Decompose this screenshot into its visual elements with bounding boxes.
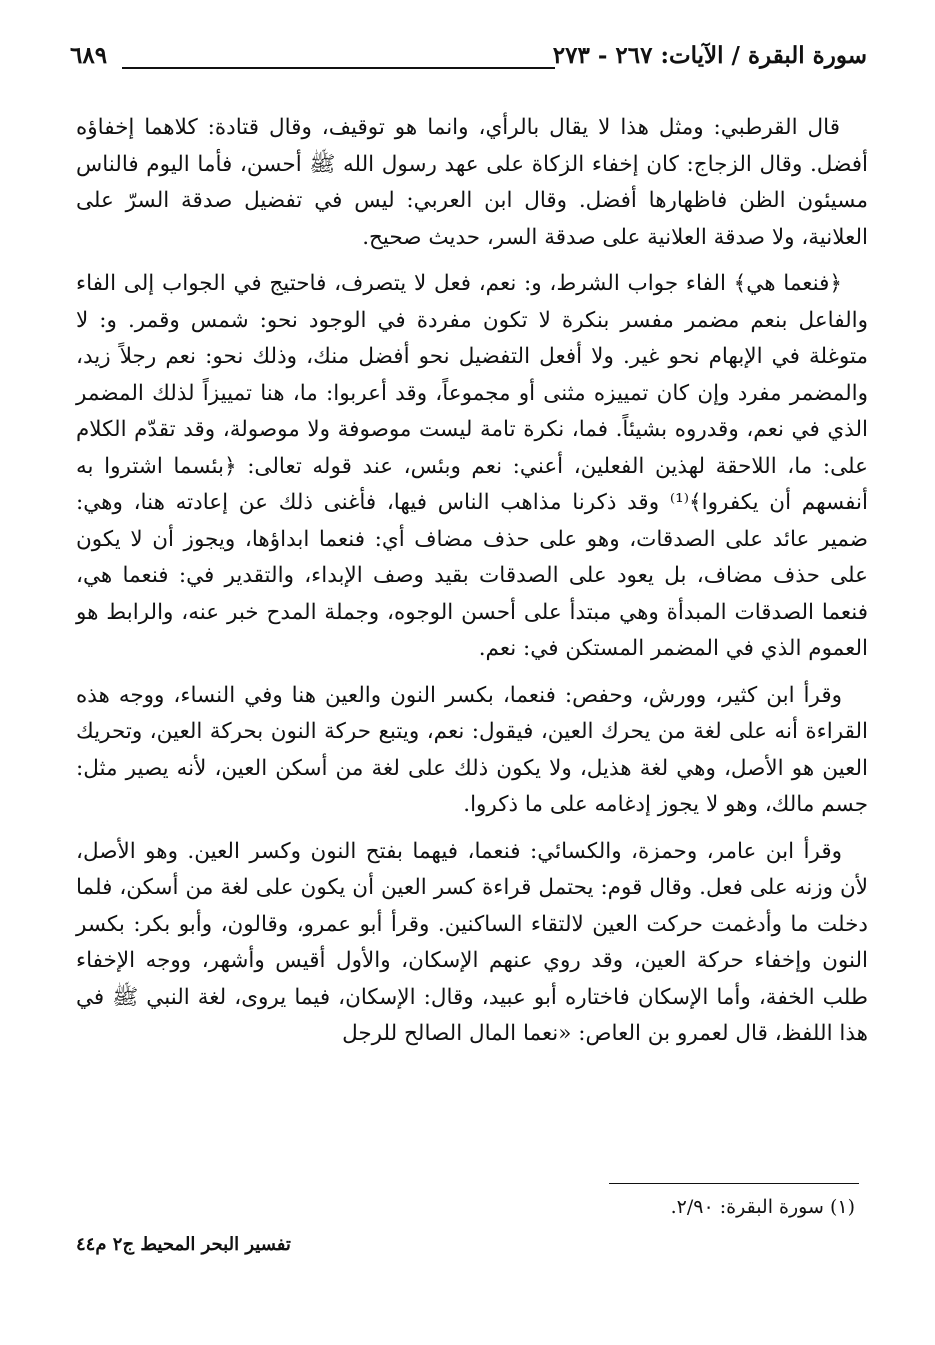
paragraph-qurtubi: قال القرطبي: ومثل هذا لا يقال بالرأي، وانما هو توقيف، وقال قتادة: كلاهما إخفاؤه أفضل. وقال الزجاج: كان إخفاء الزكاة على عهد رسول الله ﷺ أحسن، فأما اليوم فالناس مسيئون الظن فاظهارها أفضل. وقال ابن العربي: ليس في تفضيل صدقة السرّ على العلانية، ولا صدقة العلانية على صدقة السر، حديث صحيح. bbox=[76, 115, 868, 250]
footnote-rule bbox=[609, 1183, 859, 1184]
paragraph-fanimma-hiya: ﴿فنعما هي﴾ الفاء جواب الشرط، و: نعم، فعل لا يتصرف، فاحتيج في الجواب إلى الفاء والفاعل بنعم مضمر مفسر بنكرة لا تكون مفردة في الوجود نحو: شمس وقمر. و: لا متوغلة في الإبهام نحو غير. ولا أفعل التفضيل نحو أفضل منك، وذلك نحو: نعم رجلاً زيد، والمضمر مفرد وإن كان تمييزه مثنى أو مجموعاً، وقد أعربوا: ما، هنا تمييزاً لذلك المضمر الذي في نعم، وقدروه بشيئاً. فما، نكرة تامة ليست موصوفة ولا موصولة، وقد تقدّم الكلام على: ما، اللاحقة لهذين الفعلين، أعني: نعم وبئس، عند قوله تعالى: ﴿بئسما اشتروا به أنفسهم أن يكفروا﴾⁽¹⁾ وقد ذكرنا مذاهب الناس فيها، فأغنى ذلك عن إعادته هنا، وهي: ضمير عائد على الصدقات، وهو على حذف مضاف أي: فنعما ابداؤها، ويجوز أن لا يكون على حذف مضاف، بل يعود على الصدقات بقيد وصف الإبداء، والتقدير في: فنعما هي، فنعما الصدقات المبدأة وهي مبتدأ على أحسن الوجوه، وجملة المدح خبر عنه، والرابط هو العموم الذي في المضمر المستكن في: نعم. bbox=[76, 271, 868, 661]
book-signature: تفسير البحر المحيط ج٢ م٤٤ bbox=[76, 1234, 291, 1255]
body-text bbox=[76, 110, 868, 1063]
paragraph-ibn-kathir-reading: وقرأ ابن كثير، وورش، وحفص: فنعما، بكسر النون والعين هنا وفي النساء، ووجه هذه القراءة أنه على لغة من يحرك العين، فيقول: نعم، ويتبع حركة النون بحركة العين، وتحريك العين هو الأصل، وهي لغة هذيل، ولا يكون ذلك على لغة من أسكن العين، لأنه يصير مثل: جسم مالك، وهو لا يجوز إدغامه على ما ذكروا. bbox=[76, 682, 868, 817]
page-number: ٦٨٩ bbox=[70, 42, 108, 69]
page-header bbox=[70, 42, 867, 82]
paragraph-ibn-amir-reading: وقرأ ابن عامر، وحمزة، والكسائي: فنعما، فيهما بفتح النون وكسر العين. وهو الأصل، لأن وزنه على فعل. وقال قوم: يحتمل قراءة كسر العين أن يكون على لغة من أسكن، فلما دخلت ما وأدغمت حركت العين لالتقاء الساكنين. وقرأ أبو عمرو، وقالون، وأبو بكر: بكسر النون وإخفاء حركة العين، وقد روي عنهم الإسكان، والأول أقيس وأشهر، ووجه الإخفاء طلب الخفة، وأما الإسكان فاختاره أبو عبيد، وقال: الإسكان، فيما يروى، لغة النبي ﷺ في هذا اللفظ، قال لعمرو بن العاص: «نعما المال الصالح للرجل bbox=[76, 838, 868, 1046]
footnote: (١) سورة البقرة: ٢/٩٠. bbox=[670, 1196, 855, 1218]
header-rule bbox=[122, 67, 555, 69]
running-head-title: سورة البقرة / الآيات: ٢٦٧ - ٢٧٣ bbox=[552, 42, 867, 69]
